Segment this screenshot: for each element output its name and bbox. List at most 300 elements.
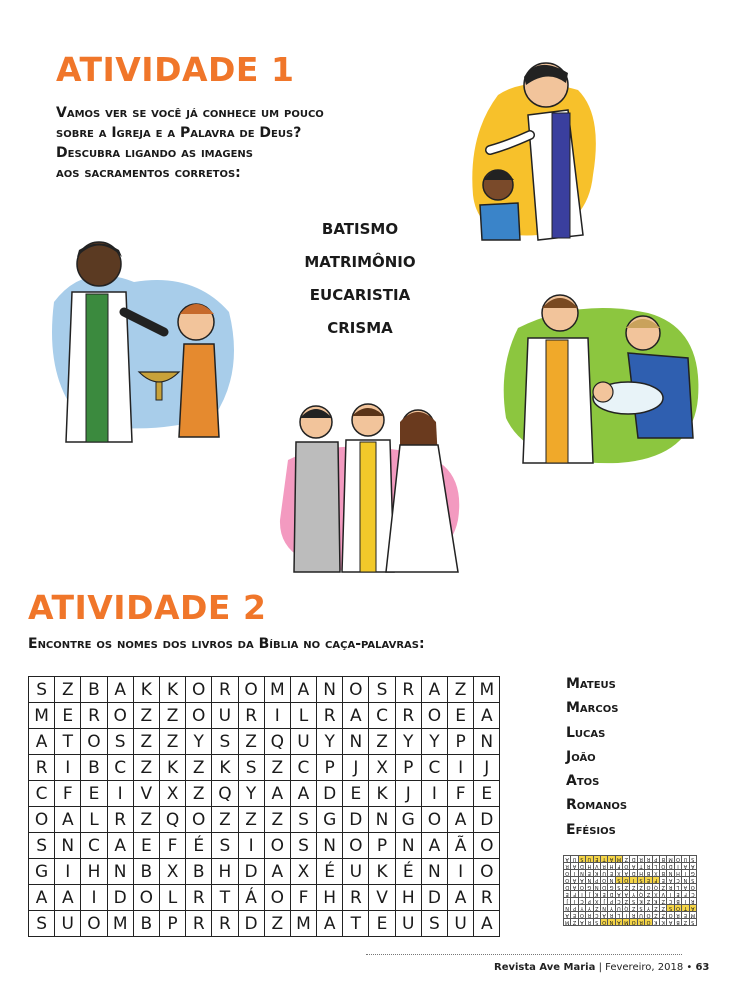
grid-cell[interactable]: D [421, 885, 447, 911]
answer-key-cell: É [586, 870, 593, 877]
grid-cell[interactable]: Z [238, 807, 264, 833]
grid-cell[interactable]: A [474, 911, 500, 937]
grid-cell[interactable]: A [55, 885, 81, 911]
answer-key-row [563, 863, 696, 870]
answer-key-cell: S [593, 919, 600, 926]
answer-key-cell: F [682, 891, 689, 898]
answer-key-cell: S [578, 856, 585, 863]
grid-cell[interactable]: S [212, 833, 238, 859]
answer-key-row [563, 884, 696, 891]
answer-key-cell: S [615, 877, 622, 884]
grid-cell[interactable]: K [133, 677, 159, 703]
grid-cell[interactable]: M [264, 677, 290, 703]
grid-cell[interactable]: D [317, 781, 343, 807]
grid-cell[interactable]: V [369, 885, 395, 911]
grid-cell[interactable]: Z [133, 729, 159, 755]
grid-cell[interactable]: A [107, 677, 133, 703]
grid-cell[interactable]: F [448, 781, 474, 807]
grid-cell[interactable]: É [186, 833, 212, 859]
answer-key-cell: F [615, 863, 622, 870]
grid-cell[interactable]: A [107, 833, 133, 859]
grid-cell[interactable]: J [343, 755, 369, 781]
grid-cell[interactable]: F [55, 781, 81, 807]
answer-key-cell: K [652, 919, 659, 926]
grid-cell[interactable]: R [29, 755, 55, 781]
answer-key-cell: O [661, 863, 666, 869]
grid-cell[interactable]: R [81, 703, 107, 729]
grid-cell[interactable]: M [29, 703, 55, 729]
grid-cell[interactable]: O [186, 807, 212, 833]
grid-cell[interactable]: H [81, 859, 107, 885]
grid-cell[interactable]: Z [212, 807, 238, 833]
answer-key-cell: Z [631, 905, 636, 911]
grid-cell[interactable]: Ã [448, 833, 474, 859]
grid-cell[interactable]: S [369, 677, 395, 703]
grid-cell[interactable]: O [343, 833, 369, 859]
grid-cell[interactable]: O [421, 807, 447, 833]
word-search-grid[interactable] [28, 676, 500, 937]
answer-key-cell: X [595, 898, 599, 904]
answer-key-cell: R [646, 863, 651, 869]
grid-cell[interactable]: C [421, 755, 447, 781]
grid-cell[interactable]: Á [238, 885, 264, 911]
grid-cell[interactable]: A [264, 859, 290, 885]
grid-cell[interactable]: O [264, 885, 290, 911]
grid-cell[interactable]: C [81, 833, 107, 859]
grid-cell[interactable]: A [448, 885, 474, 911]
answer-key-cell: N [668, 870, 673, 876]
answer-key-cell: E [660, 877, 667, 884]
grid-cell[interactable]: A [29, 729, 55, 755]
grid-cell[interactable]: J [474, 755, 500, 781]
grid-cell[interactable]: Z [159, 729, 185, 755]
grid-cell[interactable]: C [29, 781, 55, 807]
answer-key-cell: E [674, 891, 681, 898]
answer-key-cell: E [593, 856, 600, 863]
answer-key-cell: P [652, 856, 659, 863]
grid-cell[interactable]: A [264, 781, 290, 807]
activity2-title: ATIVIDADE 2 [28, 588, 267, 627]
answer-key-cell: I [623, 912, 630, 919]
grid-cell[interactable]: A [290, 677, 316, 703]
grid-cell[interactable]: O [343, 677, 369, 703]
grid-cell[interactable]: P [395, 755, 421, 781]
answer-key-cell: A [691, 905, 695, 911]
grid-cell[interactable]: E [133, 833, 159, 859]
grid-cell[interactable]: H [317, 885, 343, 911]
word-item: Atos [566, 773, 600, 790]
grid-cell[interactable]: U [55, 911, 81, 937]
grid-cell[interactable]: E [55, 703, 81, 729]
answer-key-cell: S [637, 877, 644, 884]
word-item: Romanos [566, 797, 628, 814]
answer-key-cell: B [676, 898, 680, 904]
grid-cell[interactable]: S [290, 833, 316, 859]
grid-cell[interactable]: I [238, 833, 264, 859]
grid-cell[interactable]: P [369, 833, 395, 859]
grid-cell[interactable]: A [474, 703, 500, 729]
grid-cell[interactable]: R [317, 703, 343, 729]
grid-cell[interactable]: C [107, 755, 133, 781]
eucaristia-illustration[interactable] [44, 232, 249, 447]
answer-key-row [563, 898, 696, 905]
grid-cell[interactable]: H [212, 859, 238, 885]
grid-cell[interactable]: Z [55, 677, 81, 703]
activity1-intro [56, 103, 324, 183]
grid-cell[interactable]: Q [212, 781, 238, 807]
word-item: Lucas [566, 724, 606, 741]
answer-key-cell: R [639, 856, 643, 862]
matrimonio-illustration[interactable] [268, 400, 468, 575]
grid-cell[interactable]: Z [159, 703, 185, 729]
grid-cell[interactable]: X [290, 859, 316, 885]
grid-cell[interactable]: Z [186, 755, 212, 781]
grid-cell[interactable]: R [212, 911, 238, 937]
grid-cell[interactable]: T [212, 885, 238, 911]
grid-cell[interactable]: U [212, 703, 238, 729]
grid-cell[interactable]: N [107, 859, 133, 885]
answer-key-row [563, 856, 696, 863]
answer-key-cell: Z [624, 898, 629, 904]
grid-cell[interactable]: J [395, 781, 421, 807]
grid-cell[interactable]: Z [238, 729, 264, 755]
grid-cell[interactable]: R [186, 885, 212, 911]
grid-row [29, 885, 500, 911]
answer-key-cell: P [586, 898, 593, 905]
grid-cell[interactable]: A [29, 885, 55, 911]
answer-key-cell: U [683, 856, 688, 862]
answer-key-cell: C [594, 912, 599, 918]
answer-key-cell: O [602, 877, 607, 883]
grid-cell[interactable]: Z [264, 755, 290, 781]
grid-cell[interactable]: A [343, 703, 369, 729]
grid-cell[interactable]: E [474, 781, 500, 807]
footer-divider [366, 954, 682, 955]
grid-cell[interactable]: T [343, 911, 369, 937]
grid-cell[interactable]: N [369, 807, 395, 833]
grid-cell[interactable]: F [290, 885, 316, 911]
grid-cell[interactable]: N [421, 859, 447, 885]
grid-cell[interactable]: O [133, 885, 159, 911]
activity2-instruction: Encontre os nomes dos livros da Bíblia no caça-palavras: [28, 636, 425, 652]
grid-row [29, 859, 500, 885]
grid-cell[interactable]: C [290, 755, 316, 781]
grid-cell[interactable]: E [369, 911, 395, 937]
grid-cell[interactable]: Y [317, 729, 343, 755]
grid-cell[interactable]: O [238, 677, 264, 703]
grid-cell[interactable]: K [212, 755, 238, 781]
answer-key-grid [563, 855, 697, 926]
grid-cell[interactable]: E [343, 781, 369, 807]
grid-cell[interactable]: Z [133, 755, 159, 781]
grid-cell[interactable]: Q [264, 729, 290, 755]
grid-cell[interactable]: L [159, 885, 185, 911]
grid-cell[interactable]: É [395, 859, 421, 885]
grid-cell[interactable]: Y [238, 781, 264, 807]
grid-cell[interactable]: N [317, 833, 343, 859]
grid-cell[interactable]: A [290, 781, 316, 807]
grid-cell[interactable]: A [421, 833, 447, 859]
grid-cell[interactable]: I [421, 781, 447, 807]
grid-cell[interactable]: R [186, 911, 212, 937]
grid-cell[interactable]: N [317, 677, 343, 703]
answer-key-cell: S [667, 905, 674, 912]
answer-key-cell: A [683, 884, 688, 890]
grid-cell[interactable]: Z [133, 703, 159, 729]
grid-cell[interactable]: P [159, 911, 185, 937]
answer-key-cell: X [654, 870, 658, 876]
answer-key-cell: G [587, 884, 592, 890]
answer-key-cell: R [609, 912, 614, 918]
answer-key-cell: P [593, 877, 600, 884]
intro-line: sobre a Igreja e a Palavra de Deus? [56, 125, 302, 141]
grid-cell[interactable]: D [343, 807, 369, 833]
grid-cell[interactable]: U [290, 729, 316, 755]
grid-cell[interactable]: O [186, 703, 212, 729]
answer-key-cell: Z [654, 905, 658, 911]
grid-cell[interactable]: R [474, 885, 500, 911]
grid-cell[interactable]: D [107, 885, 133, 911]
answer-key-cell: Z [683, 919, 688, 925]
grid-cell[interactable]: S [212, 729, 238, 755]
answer-key-cell: U [572, 856, 577, 862]
answer-key-cell: H [639, 870, 643, 876]
answer-key-cell: O [565, 877, 570, 883]
grid-cell[interactable]: D [238, 911, 264, 937]
answer-key-cell: H [609, 863, 614, 869]
grid-cell[interactable]: R [395, 703, 421, 729]
word-item: João [566, 748, 596, 765]
grid-cell[interactable]: C [369, 703, 395, 729]
grid-cell[interactable]: I [55, 755, 81, 781]
answer-key-cell: O [624, 877, 629, 883]
answer-key-cell: H [587, 863, 592, 869]
answer-key-cell: I [682, 870, 689, 877]
grid-cell[interactable]: R [343, 885, 369, 911]
answer-key-cell: J [563, 898, 570, 905]
intro-line: aos sacramentos corretos: [56, 165, 241, 181]
answer-key-row [563, 912, 696, 919]
grid-cell[interactable]: A [448, 807, 474, 833]
grid-cell[interactable]: B [133, 911, 159, 937]
grid-cell[interactable]: G [317, 807, 343, 833]
answer-key-cell: V [595, 863, 599, 869]
grid-cell[interactable]: A [317, 911, 343, 937]
grid-cell[interactable]: I [81, 885, 107, 911]
answer-key-cell: O [646, 919, 651, 925]
grid-row [29, 703, 500, 729]
grid-cell[interactable]: V [133, 781, 159, 807]
grid-cell[interactable]: M [107, 911, 133, 937]
answer-key-cell: A [580, 877, 584, 883]
grid-cell[interactable]: A [421, 677, 447, 703]
grid-cell[interactable]: R [212, 677, 238, 703]
grid-cell[interactable]: Z [186, 781, 212, 807]
grid-cell[interactable]: D [474, 807, 500, 833]
grid-cell[interactable]: U [343, 859, 369, 885]
answer-key-cell: A [565, 856, 569, 862]
grid-cell[interactable]: M [474, 677, 500, 703]
answer-key-cell: C [668, 898, 673, 904]
grid-cell[interactable]: H [395, 885, 421, 911]
answer-key-cell: D [631, 856, 636, 862]
grid-cell[interactable]: X [159, 781, 185, 807]
grid-cell[interactable]: S [29, 833, 55, 859]
grid-cell[interactable]: N [343, 729, 369, 755]
grid-cell[interactable]: Z [264, 911, 290, 937]
grid-cell[interactable]: B [81, 677, 107, 703]
answer-key-cell: Z [595, 905, 599, 911]
grid-cell[interactable]: S [290, 807, 316, 833]
grid-row [29, 911, 500, 937]
grid-cell[interactable]: F [159, 833, 185, 859]
answer-key-row [563, 919, 696, 926]
answer-key-cell: J [600, 898, 607, 905]
answer-key-cell: Z [624, 856, 629, 862]
grid-cell[interactable]: O [474, 859, 500, 885]
answer-key-cell: O [668, 912, 673, 918]
grid-cell[interactable]: O [421, 703, 447, 729]
grid-cell[interactable]: O [81, 911, 107, 937]
grid-cell[interactable]: R [395, 677, 421, 703]
grid-cell[interactable]: Q [159, 807, 185, 833]
answer-key-cell: M [616, 856, 622, 862]
grid-cell[interactable]: S [238, 755, 264, 781]
answer-key-cell: E [571, 912, 578, 919]
answer-key-cell: O [579, 912, 584, 918]
answer-key-cell: A [602, 912, 606, 918]
answer-key-cell: O [676, 856, 680, 862]
grid-cell[interactable]: Y [186, 729, 212, 755]
grid-cell[interactable]: S [107, 729, 133, 755]
answer-key-cell: U [602, 870, 606, 876]
grid-cell[interactable]: P [317, 755, 343, 781]
answer-key-cell: R [691, 898, 695, 904]
grid-cell[interactable]: O [474, 833, 500, 859]
grid-cell[interactable]: N [474, 729, 500, 755]
grid-cell[interactable]: G [395, 807, 421, 833]
grid-cell[interactable]: T [55, 729, 81, 755]
grid-cell[interactable]: S [29, 677, 55, 703]
answer-key-cell: P [571, 905, 578, 912]
answer-key-cell: Z [661, 912, 665, 918]
answer-key-cell: Z [646, 898, 651, 904]
answer-key-cell: A [668, 877, 673, 883]
sacrament-list [290, 218, 430, 350]
answer-key-cell: O [646, 912, 651, 918]
sacrament-crisma[interactable]: CRISMA [327, 319, 393, 337]
answer-key-cell: D [609, 891, 614, 897]
grid-cell[interactable]: U [448, 911, 474, 937]
grid-cell[interactable]: I [448, 755, 474, 781]
grid-cell[interactable]: Z [369, 729, 395, 755]
grid-cell[interactable]: Y [395, 729, 421, 755]
sacrament-eucaristia[interactable]: EUCARISTIA [309, 286, 411, 304]
grid-cell[interactable]: I [264, 703, 290, 729]
grid-cell[interactable]: O [264, 833, 290, 859]
grid-cell[interactable]: Y [421, 729, 447, 755]
answer-key-cell: Q [624, 905, 629, 911]
grid-cell[interactable]: S [421, 911, 447, 937]
grid-cell[interactable]: N [55, 833, 81, 859]
grid-cell[interactable]: X [159, 859, 185, 885]
crisma-illustration[interactable] [468, 55, 618, 245]
grid-cell[interactable]: E [81, 781, 107, 807]
grid-cell[interactable]: R [107, 807, 133, 833]
grid-cell[interactable]: K [369, 781, 395, 807]
grid-cell[interactable]: A [55, 807, 81, 833]
answer-key-cell: R [676, 912, 680, 918]
grid-cell[interactable]: B [133, 859, 159, 885]
grid-cell[interactable]: L [81, 807, 107, 833]
grid-cell[interactable]: I [55, 859, 81, 885]
answer-key-cell: C [580, 898, 584, 904]
grid-row [29, 781, 500, 807]
grid-cell[interactable]: U [395, 911, 421, 937]
grid-cell[interactable]: I [107, 781, 133, 807]
answer-key-row [563, 891, 696, 898]
answer-key-cell: T [600, 856, 607, 863]
batismo-illustration[interactable] [498, 288, 706, 466]
grid-cell[interactable]: B [186, 859, 212, 885]
grid-cell[interactable]: G [29, 859, 55, 885]
answer-key-row [563, 877, 696, 884]
grid-cell[interactable]: I [448, 859, 474, 885]
grid-cell[interactable]: O [107, 703, 133, 729]
grid-cell[interactable]: O [29, 807, 55, 833]
grid-cell[interactable]: Z [133, 807, 159, 833]
answer-key-cell: Y [608, 905, 615, 912]
grid-cell[interactable]: M [290, 911, 316, 937]
grid-cell[interactable]: O [186, 677, 212, 703]
answer-key-cell: R [587, 912, 592, 918]
grid-cell[interactable]: P [448, 729, 474, 755]
grid-cell[interactable]: N [395, 833, 421, 859]
grid-cell[interactable]: X [369, 755, 395, 781]
grid-cell[interactable]: D [238, 859, 264, 885]
grid-cell[interactable]: L [290, 703, 316, 729]
answer-key-cell: Z [572, 919, 577, 925]
grid-cell[interactable]: S [29, 911, 55, 937]
grid-cell[interactable]: K [369, 859, 395, 885]
activity1-title: ATIVIDADE 1 [56, 50, 295, 89]
grid-cell[interactable]: B [81, 755, 107, 781]
grid-cell[interactable]: O [81, 729, 107, 755]
answer-key-cell: N [565, 905, 570, 911]
sacrament-matrimonio[interactable]: MATRIMÔNIO [304, 253, 416, 271]
grid-cell[interactable]: É [317, 859, 343, 885]
sacrament-batismo[interactable]: BATISMO [321, 220, 399, 238]
grid-cell[interactable]: K [159, 755, 185, 781]
answer-key-cell: R [631, 912, 636, 918]
answer-key-cell: L [674, 884, 681, 891]
answer-key-cell: S [615, 884, 622, 891]
grid-cell[interactable]: E [448, 703, 474, 729]
answer-key-cell: D [631, 870, 636, 876]
answer-key-cell: D [602, 884, 607, 890]
answer-key-cell: S [637, 905, 644, 912]
answer-key-cell: Á [631, 863, 636, 869]
grid-cell[interactable]: Z [448, 677, 474, 703]
grid-cell[interactable]: Z [264, 807, 290, 833]
answer-key-cell: O [646, 884, 651, 890]
answer-key-cell: O [579, 884, 584, 890]
answer-key-cell: A [624, 891, 628, 897]
answer-key-cell: X [654, 891, 658, 897]
answer-key-cell: C [617, 898, 621, 904]
grid-cell[interactable]: K [159, 677, 185, 703]
grid-cell[interactable]: R [238, 703, 264, 729]
